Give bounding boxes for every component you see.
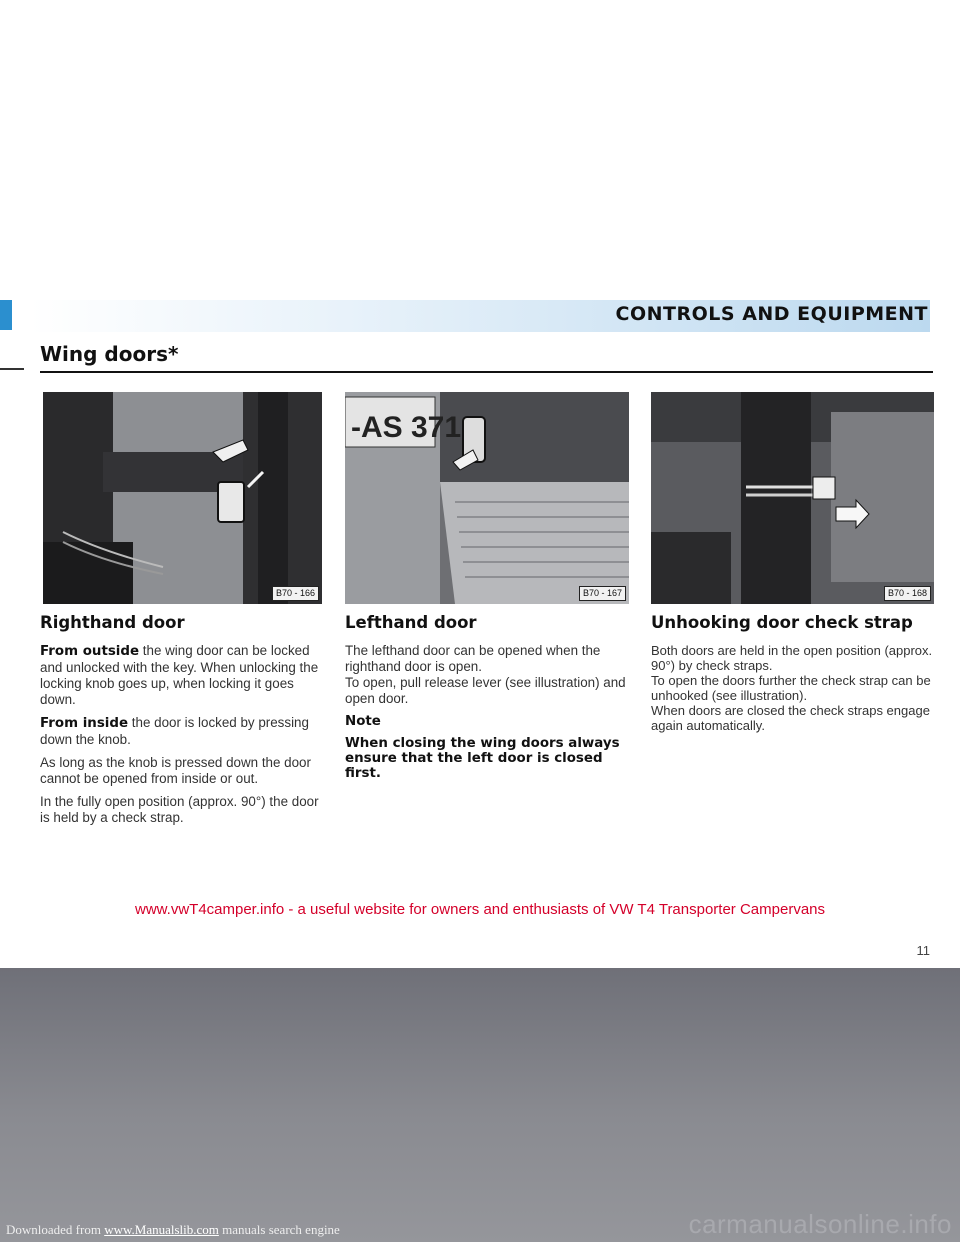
- illustration-righthand-door: [43, 392, 322, 604]
- page-heading: Wing doors*: [40, 342, 179, 366]
- lead-term: From outside: [40, 644, 140, 659]
- paragraph: In the fully open position (approx. 90°) the door is held by a check strap.: [40, 794, 319, 825]
- website-promo-line: www.vwT4camper.info - a useful website for owners and enthusiasts of VW T4 Transporter Campervans: [134, 901, 826, 918]
- column-lefthand-door: [345, 612, 629, 788]
- figure-code: B70 - 166: [272, 586, 319, 601]
- paragraph-text: the door is locked by pressing down the knob.: [40, 715, 309, 747]
- download-footer: [6, 1222, 340, 1238]
- illustration-check-strap: [651, 392, 934, 604]
- column-check-strap: [651, 612, 934, 740]
- righthand-door-photo: [43, 392, 322, 604]
- paragraph: [40, 715, 322, 748]
- blank-margin-top: [0, 0, 960, 285]
- column-heading: Lefthand door: [345, 613, 477, 632]
- paragraph: When doors are closed the check straps engage again automatically.: [651, 703, 930, 733]
- paragraph: To open the doors further the check strap can be unhooked (see illustration).: [651, 673, 931, 703]
- footer-prefix: Downloaded from: [6, 1222, 105, 1237]
- warning-text: When closing the wing doors always ensure that the left door is closed first.: [345, 736, 620, 781]
- paragraph: The lefthand door can be opened when the righthand door is open.: [345, 643, 601, 674]
- column-heading: Righthand door: [40, 613, 185, 632]
- section-title: CONTROLS AND EQUIPMENT: [615, 303, 928, 325]
- license-plate-text: -AS 371: [351, 411, 462, 444]
- page-number: 11: [916, 943, 930, 958]
- figure-code: B70 - 168: [884, 586, 931, 601]
- column-righthand-door: [40, 612, 322, 833]
- paragraph: [40, 643, 322, 708]
- paragraph: To open, pull release lever (see illustration) and open door.: [345, 675, 626, 706]
- scan-background: [0, 968, 960, 1242]
- illustration-lefthand-door: [345, 392, 629, 604]
- figure-code: B70 - 167: [579, 586, 626, 601]
- lead-term: From inside: [40, 716, 129, 731]
- column-heading: Unhooking door check strap: [651, 613, 913, 632]
- edge-rule: [0, 368, 24, 370]
- paragraph-text: the wing door can be locked and unlocked with the key. When unlocking the locking knob goes up, when locking it goes down.: [40, 643, 319, 707]
- heading-rule: [40, 371, 933, 373]
- note-label: Note: [345, 714, 381, 729]
- paragraph: Both doors are held in the open position (approx. 90°) by check straps.: [651, 643, 933, 673]
- watermark-text: carmanualsonline.info: [688, 1209, 952, 1239]
- manualslib-link[interactable]: www.Manualslib.com: [104, 1222, 219, 1237]
- check-strap-photo: [651, 392, 934, 604]
- lefthand-door-photo: [345, 392, 629, 604]
- footer-suffix: manuals search engine: [218, 1222, 340, 1237]
- edge-tab-marker: [0, 300, 12, 330]
- paragraph: As long as the knob is pressed down the door cannot be opened from inside or out.: [40, 755, 311, 786]
